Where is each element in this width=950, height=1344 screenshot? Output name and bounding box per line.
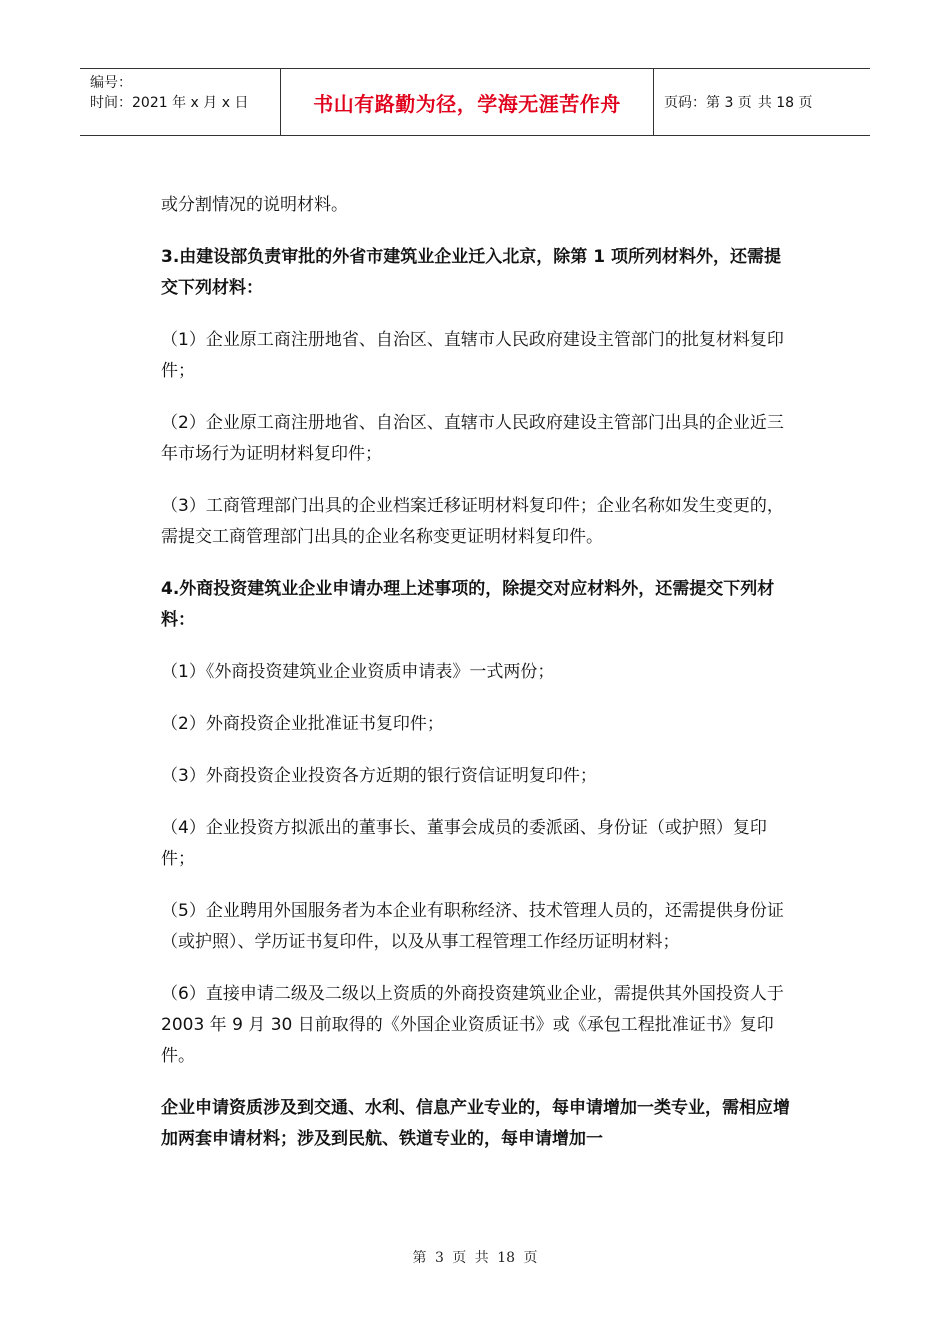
header-motto: 书山有路勤为径，学海无涯苦作舟: [313, 91, 621, 116]
header-page-total: 共 18 页: [757, 95, 813, 111]
section-heading: 企业申请资质涉及到交通、水利、信息产业专业的，每申请增加一类专业，需相应增加两套申请材料；涉及到民航、铁道专业的，每申请增加一: [161, 1098, 790, 1149]
body-paragraph: （5）企业聘用外国服务者为本企业有职称经济、技术管理人员的，还需提供身份证（或护照）、学历证书复印件，以及从事工程管理工作经历证明材料；: [161, 901, 784, 952]
header-page-cell: [654, 69, 870, 135]
header-meta-cell: [80, 69, 281, 135]
body-paragraph: （1）企业原工商注册地省、自治区、直辖市人民政府建设主管部门的批复材料复印件；: [161, 330, 784, 381]
document-date-label: 时间：2021 年 x 月 x 日: [90, 95, 249, 111]
page-footer: [0, 1247, 950, 1267]
body-paragraph: 或分割情况的说明材料。: [161, 195, 348, 215]
section-heading: 3.由建设部负责审批的外省市建筑业企业迁入北京，除第 1 项所列材料外，还需提交下列材料：: [161, 247, 781, 298]
body-paragraph: （2）外商投资企业批准证书复印件；: [161, 714, 444, 734]
header-motto-cell: [281, 69, 654, 135]
body-paragraph: （3）工商管理部门出具的企业档案迁移证明材料复印件；企业名称如发生变更的，需提交工商管理部门出具的企业名称变更证明材料复印件。: [161, 496, 784, 547]
footer-page-number: 第 3 页 共 18 页: [412, 1250, 538, 1266]
body-paragraph: （3）外商投资企业投资各方近期的银行资信证明复印件；: [161, 766, 597, 786]
body-paragraph: （6）直接申请二级及二级以上资质的外商投资建筑业企业，需提供其外国投资人于 2003 年 9 月 30 日前取得的《外国企业资质证书》或《承包工程批准证书》复印件。: [161, 984, 790, 1066]
body-paragraph: （2）企业原工商注册地省、自治区、直辖市人民政府建设主管部门出具的企业近三年市场行为证明材料复印件；: [161, 413, 784, 464]
body-paragraph: （4）企业投资方拟派出的董事长、董事会成员的委派函、身份证（或护照）复印件；: [161, 818, 767, 869]
header-page-number: 页码：第 3 页: [664, 95, 752, 111]
section-heading: 4.外商投资建筑业企业申请办理上述事项的，除提交对应材料外，还需提交下列材料：: [161, 579, 775, 630]
page-header: [80, 68, 870, 136]
document-number-label: 编号：: [90, 75, 132, 91]
document-body: [161, 190, 791, 1176]
body-paragraph: （1）《外商投资建筑业企业资质申请表》一式两份；: [161, 662, 555, 682]
